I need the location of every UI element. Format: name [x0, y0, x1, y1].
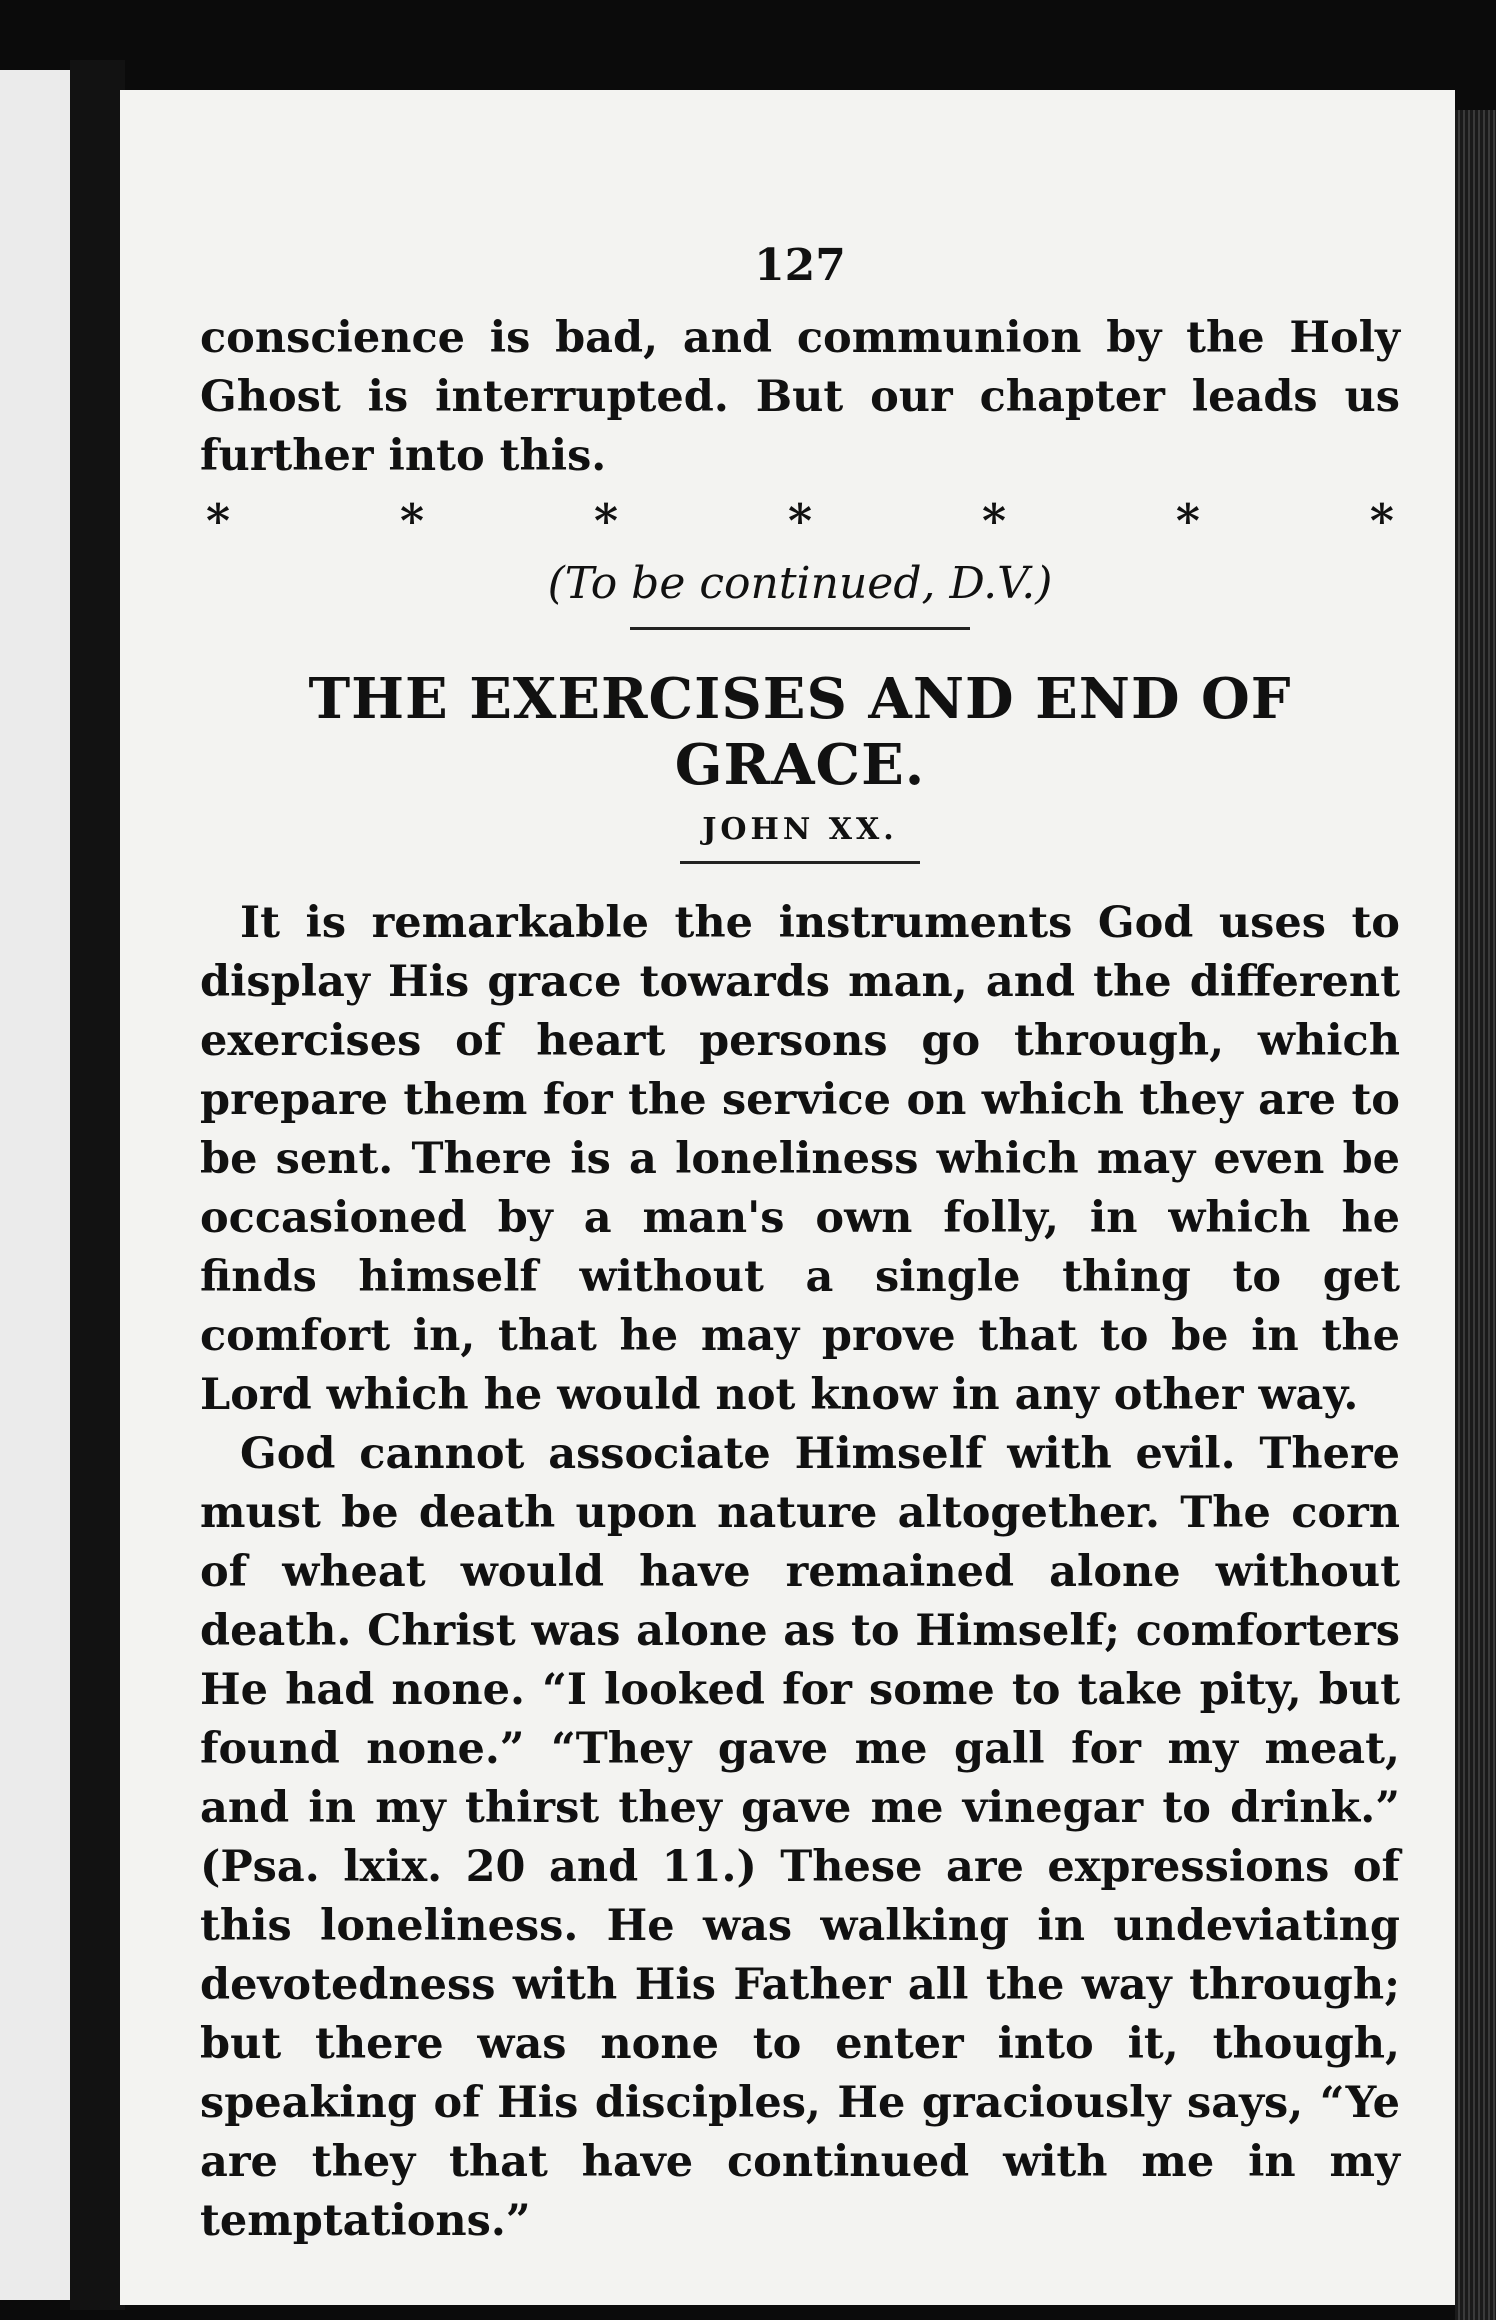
body-paragraph: It is remarkable the instruments God uses to display His grace towards man, and the different exercises of heart persons go through, which prepare them for the service on which they are to be sent. There is a loneliness which may even be occasioned by a man's own folly, in which he finds himself without a single thing to get comfort in, that he may prove that to be in the Lord which he would not know in any other way. — [200, 898, 1400, 1420]
text-column — [200, 240, 1400, 2251]
star: * — [206, 494, 231, 548]
body-paragraph: God cannot associate Himself with evil. There must be death upon nature altogether. The corn of wheat would have remained alone without death. Christ was alone as to Himself; comforters He had none. “I looked for some to take pity, but found none.” “They gave me gall for my meat, and in my thirst they gave me vinegar to drink.” (Psa. lxix. 20 and 11.) These are expressions of this loneliness. He was walking in undeviating devotedness with His Father all the way through; but there was none to enter into it, though, speaking of His disciples, He graciously says, “Ye are they that have continued with me in my temptations.” — [200, 1429, 1400, 2246]
book-page — [120, 90, 1455, 2305]
continued-note: (To be continued, D.V.) — [547, 558, 1053, 609]
page-stack-edge — [1455, 110, 1496, 2320]
book-gutter — [70, 60, 125, 2310]
star: * — [399, 494, 425, 548]
article-title: THE EXERCISES AND END OF GRACE. — [308, 666, 1292, 798]
left-page-edge — [0, 70, 70, 2300]
star: * — [593, 494, 619, 548]
scripture-reference: JOHN XX. — [702, 812, 898, 847]
carryover-paragraph: conscience is bad, and communion by the Holy Ghost is interrupted. But our chapter leads us further into this. — [200, 313, 1400, 481]
star: * — [787, 494, 813, 548]
star: * — [981, 494, 1006, 548]
divider-rule — [630, 627, 970, 630]
star: * — [1175, 494, 1200, 548]
page-number: 127 — [754, 240, 846, 291]
star: * — [1369, 494, 1394, 548]
divider-rule — [680, 861, 920, 864]
section-break-stars — [200, 494, 1400, 548]
